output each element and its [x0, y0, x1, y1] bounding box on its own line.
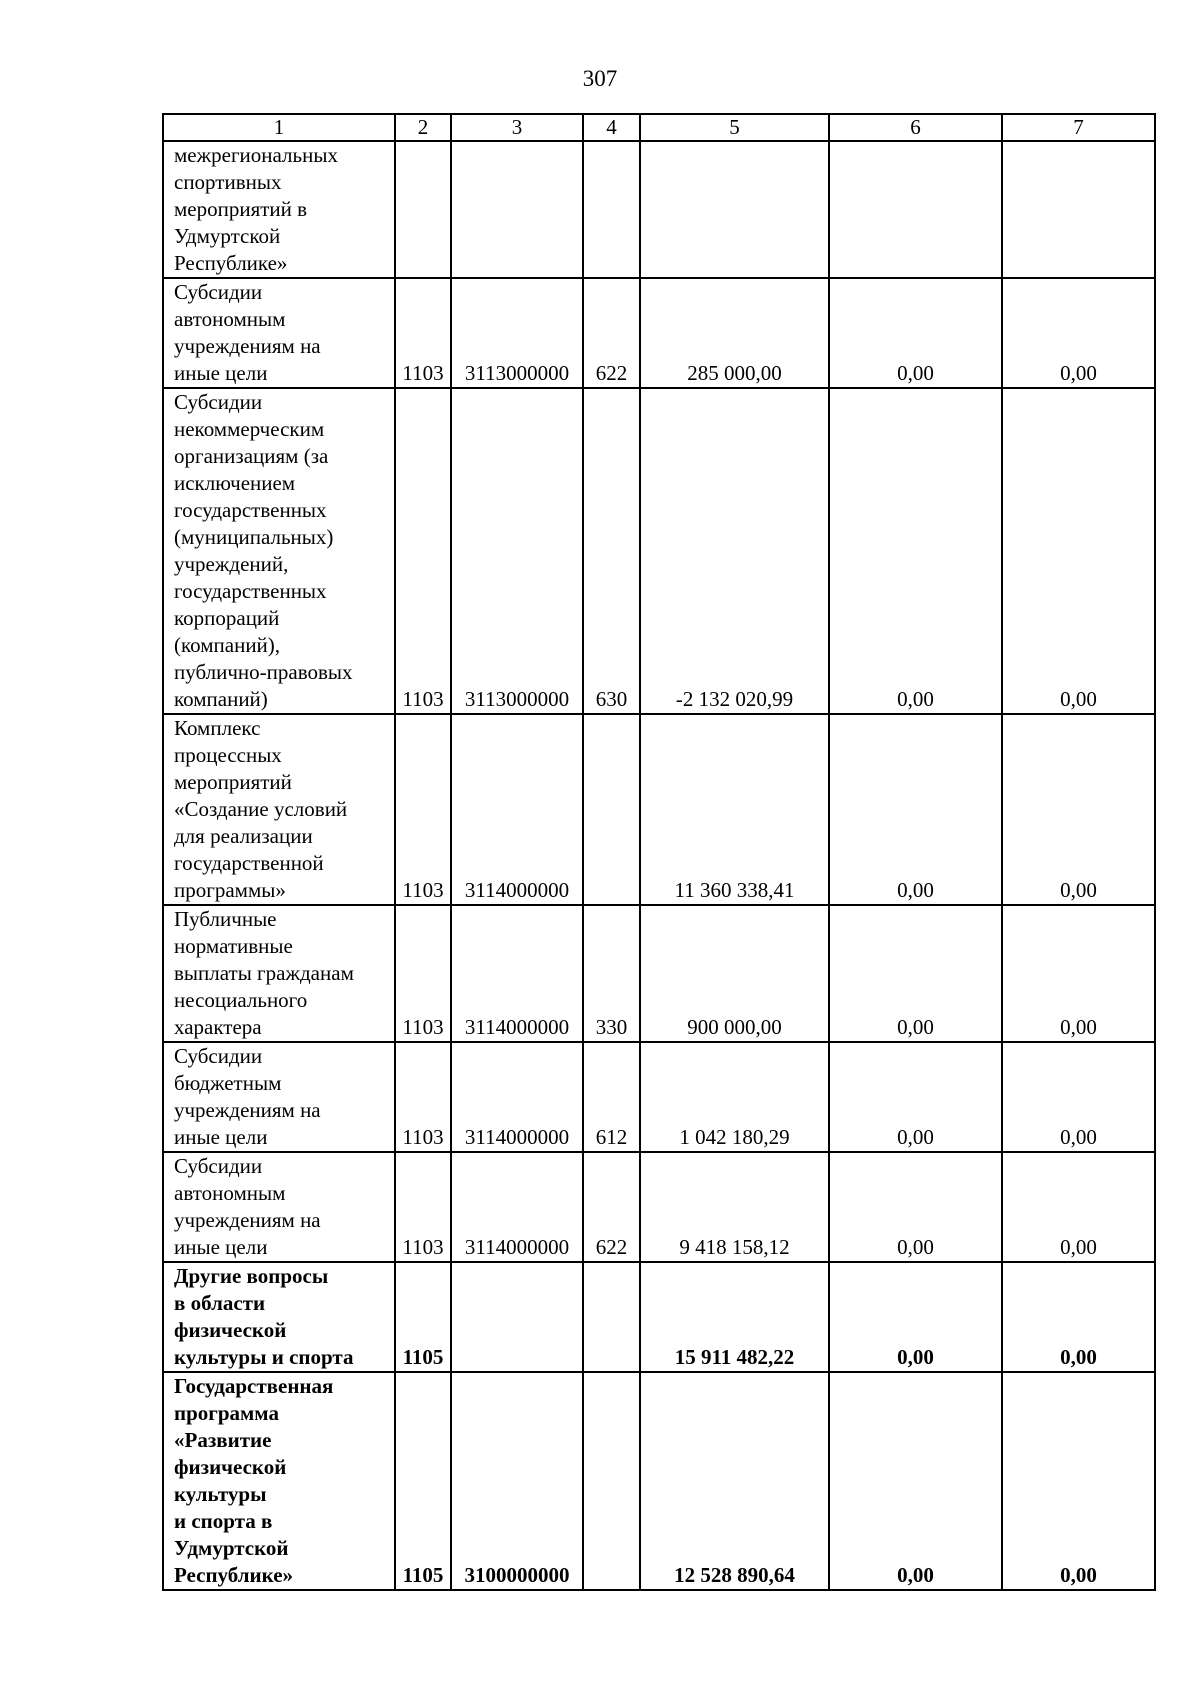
row-name-line: несоциального — [174, 988, 308, 1012]
header-col-5: 5 — [640, 114, 829, 141]
table-row — [163, 905, 1155, 1042]
row-name-line: компаний) — [174, 687, 268, 711]
row-name-cell — [163, 1152, 395, 1262]
target-article-cell: 3100000000 — [451, 1372, 583, 1590]
table-row — [163, 714, 1155, 905]
amount-3-cell — [1002, 141, 1155, 278]
row-name-line: (муниципальных) — [174, 525, 334, 549]
section-code-cell: 1103 — [395, 388, 451, 714]
row-name-line: межрегиональных — [174, 143, 338, 167]
header-col-1: 1 — [163, 114, 395, 141]
row-name-line: процессных — [174, 743, 282, 767]
row-name-line: культуры — [174, 1482, 267, 1506]
amount-3-cell: 0,00 — [1002, 905, 1155, 1042]
amount-3-cell: 0,00 — [1002, 1262, 1155, 1372]
row-name-line: физической — [174, 1455, 287, 1479]
header-col-6: 6 — [829, 114, 1002, 141]
amount-cell: 1 042 180,29 — [640, 1042, 829, 1152]
row-name-line: государственной — [174, 851, 324, 875]
row-name-line: государственных — [174, 498, 327, 522]
section-code-cell: 1103 — [395, 278, 451, 388]
row-name-line: исключением — [174, 471, 296, 495]
amount-2-cell: 0,00 — [829, 1372, 1002, 1590]
row-name-line: иные цели — [174, 1235, 268, 1259]
row-name-line: выплаты гражданам — [174, 961, 354, 985]
table-row — [163, 278, 1155, 388]
row-name-line: характера — [174, 1015, 262, 1039]
row-name-line: иные цели — [174, 1125, 268, 1149]
expense-type-cell: 612 — [583, 1042, 640, 1152]
row-name-line: в области — [174, 1291, 266, 1315]
expense-type-cell — [583, 714, 640, 905]
row-name-line: учреждениям на — [174, 1098, 321, 1122]
row-name-line: Публичные — [174, 907, 277, 931]
amount-3-cell: 0,00 — [1002, 278, 1155, 388]
row-name-line: Другие вопросы — [174, 1264, 329, 1288]
section-code-cell: 1103 — [395, 1152, 451, 1262]
section-code-cell: 1105 — [395, 1262, 451, 1372]
row-name-line: корпораций — [174, 606, 280, 630]
section-code-cell: 1105 — [395, 1372, 451, 1590]
row-name-line: и спорта в — [174, 1509, 273, 1533]
row-name-line: культуры и спорта — [174, 1345, 354, 1369]
row-name-line: учреждений, — [174, 552, 289, 576]
row-name-cell — [163, 141, 395, 278]
amount-cell: 9 418 158,12 — [640, 1152, 829, 1262]
target-article-cell: 3114000000 — [451, 1042, 583, 1152]
expense-type-cell: 622 — [583, 278, 640, 388]
page-number: 307 — [582, 66, 618, 91]
row-name-line: мероприятий в — [174, 197, 308, 221]
row-name-cell — [163, 905, 395, 1042]
row-name-cell — [163, 1042, 395, 1152]
table-row — [163, 1042, 1155, 1152]
row-name-line: автономным — [174, 1181, 286, 1205]
amount-cell — [640, 141, 829, 278]
section-code-cell: 1103 — [395, 905, 451, 1042]
row-name-line: «Создание условий — [174, 797, 348, 821]
amount-2-cell: 0,00 — [829, 278, 1002, 388]
row-name-cell — [163, 714, 395, 905]
row-name-line: Субсидии — [174, 1154, 263, 1178]
amount-cell: -2 132 020,99 — [640, 388, 829, 714]
row-name-line: спортивных — [174, 170, 282, 194]
amount-cell: 900 000,00 — [640, 905, 829, 1042]
row-name-cell — [163, 278, 395, 388]
header-col-2: 2 — [395, 114, 451, 141]
amount-2-cell: 0,00 — [829, 905, 1002, 1042]
target-article-cell: 3114000000 — [451, 1152, 583, 1262]
row-name-line: учреждениям на — [174, 334, 321, 358]
row-name-line: организациям (за — [174, 444, 329, 468]
row-name-line: Республике» — [174, 251, 288, 275]
expense-type-cell — [583, 1372, 640, 1590]
row-name-line: нормативные — [174, 934, 293, 958]
header-col-3: 3 — [451, 114, 583, 141]
row-name-line: «Развитие — [174, 1428, 272, 1452]
amount-2-cell: 0,00 — [829, 1152, 1002, 1262]
row-name-line: Государственная — [174, 1374, 334, 1398]
row-name-line: иные цели — [174, 361, 268, 385]
expense-type-cell: 622 — [583, 1152, 640, 1262]
row-name-cell — [163, 1262, 395, 1372]
row-name-cell — [163, 388, 395, 714]
header-col-7: 7 — [1002, 114, 1155, 141]
budget-table — [162, 113, 1156, 1591]
table-row — [163, 388, 1155, 714]
target-article-cell: 3113000000 — [451, 388, 583, 714]
target-article-cell: 3114000000 — [451, 905, 583, 1042]
header-col-4: 4 — [583, 114, 640, 141]
section-code-cell: 1103 — [395, 1042, 451, 1152]
section-code-cell: 1103 — [395, 714, 451, 905]
expense-type-cell: 630 — [583, 388, 640, 714]
section-code-cell — [395, 141, 451, 278]
amount-3-cell: 0,00 — [1002, 1152, 1155, 1262]
amount-2-cell — [829, 141, 1002, 278]
row-name-line: бюджетным — [174, 1071, 282, 1095]
table-row — [163, 1372, 1155, 1590]
amount-2-cell: 0,00 — [829, 388, 1002, 714]
expense-type-cell — [583, 1262, 640, 1372]
row-name-line: Республике» — [174, 1563, 294, 1587]
amount-cell: 285 000,00 — [640, 278, 829, 388]
row-name-line: Субсидии — [174, 280, 263, 304]
row-name-line: публично-правовых — [174, 660, 353, 684]
table-header — [163, 114, 1155, 141]
amount-3-cell: 0,00 — [1002, 388, 1155, 714]
expense-type-cell — [583, 141, 640, 278]
table-body — [163, 141, 1155, 1590]
row-name-line: (компаний), — [174, 633, 281, 657]
row-name-line: физической — [174, 1318, 287, 1342]
row-name-line: учреждениям на — [174, 1208, 321, 1232]
row-name-line: Субсидии — [174, 1044, 263, 1068]
target-article-cell — [451, 1262, 583, 1372]
target-article-cell: 3113000000 — [451, 278, 583, 388]
table-row — [163, 1262, 1155, 1372]
row-name-line: программа — [174, 1401, 279, 1425]
row-name-line: программы» — [174, 878, 286, 902]
row-name-line: мероприятий — [174, 770, 292, 794]
amount-3-cell: 0,00 — [1002, 1372, 1155, 1590]
expense-type-cell: 330 — [583, 905, 640, 1042]
row-name-line: Субсидии — [174, 390, 263, 414]
row-name-line: Удмуртской — [174, 1536, 289, 1560]
target-article-cell: 3114000000 — [451, 714, 583, 905]
row-name-line: автономным — [174, 307, 286, 331]
header-row — [163, 114, 1155, 141]
target-article-cell — [451, 141, 583, 278]
row-name-line: Удмуртской — [174, 224, 281, 248]
row-name-line: некоммерческим — [174, 417, 325, 441]
row-name-line: Комплекс — [174, 716, 261, 740]
amount-cell: 11 360 338,41 — [640, 714, 829, 905]
row-name-line: государственных — [174, 579, 327, 603]
row-name-cell — [163, 1372, 395, 1590]
amount-cell: 15 911 482,22 — [640, 1262, 829, 1372]
amount-2-cell: 0,00 — [829, 714, 1002, 905]
table-row — [163, 1152, 1155, 1262]
amount-2-cell: 0,00 — [829, 1262, 1002, 1372]
amount-3-cell: 0,00 — [1002, 1042, 1155, 1152]
amount-3-cell: 0,00 — [1002, 714, 1155, 905]
table-row — [163, 141, 1155, 278]
amount-cell: 12 528 890,64 — [640, 1372, 829, 1590]
row-name-line: для реализации — [174, 824, 313, 848]
amount-2-cell: 0,00 — [829, 1042, 1002, 1152]
